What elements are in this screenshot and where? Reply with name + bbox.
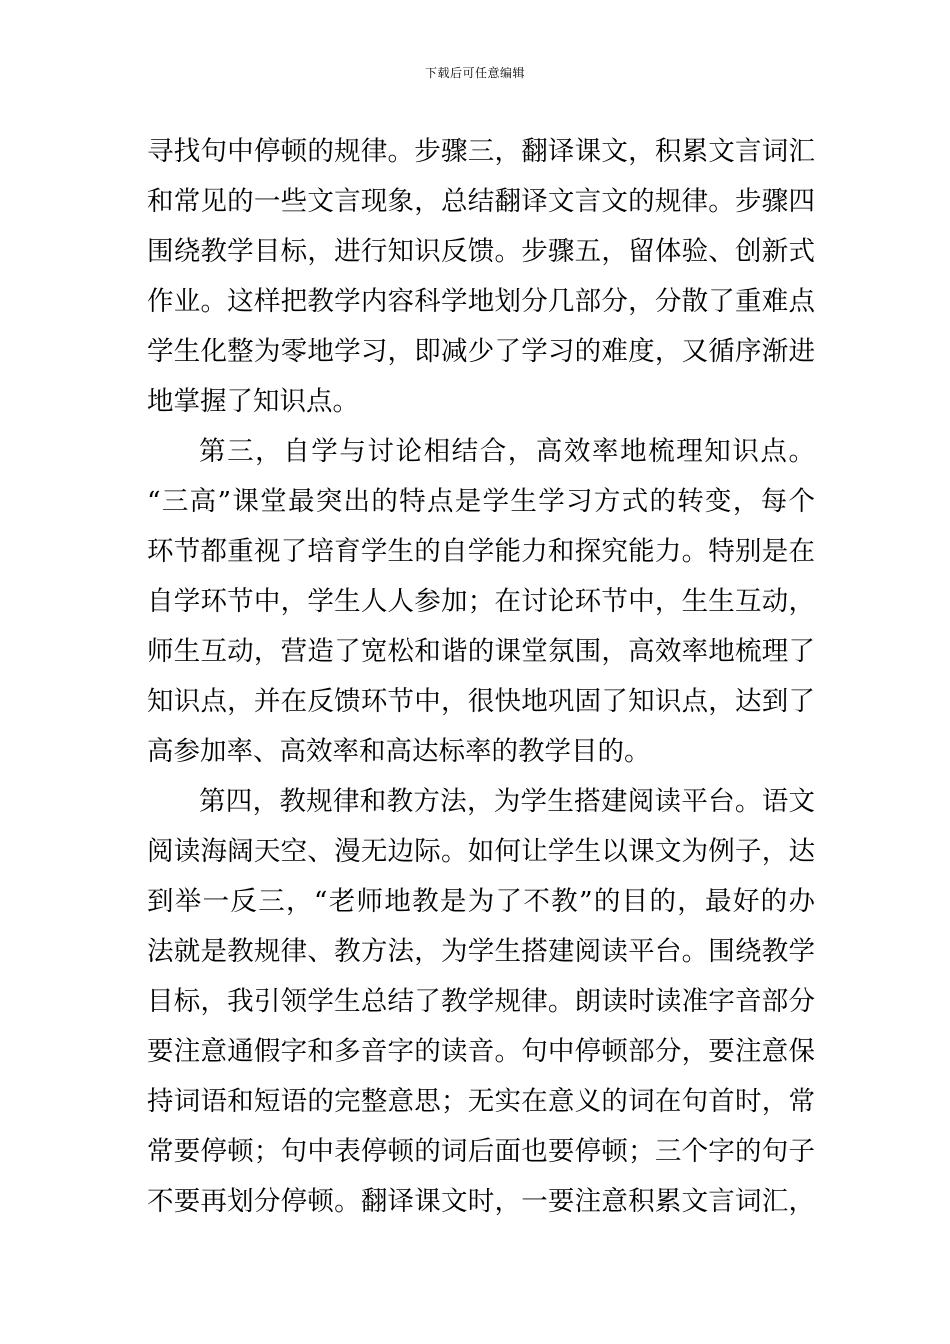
text-line: 常要停顿；句中表停顿的词后面也要停顿；三个字的句子 [147, 1136, 815, 1167]
text-line: 到举一反三，“老师地教是为了不教”的目的，最好的办 [147, 886, 815, 917]
text-line: 师生互动，营造了宽松和谐的课堂氛围，高效率地梳理了 [147, 636, 815, 667]
text-line: 学生化整为零地学习，即减少了学习的难度，又循序渐进 [147, 336, 815, 367]
page-header: 下载后可任意编辑 [424, 66, 525, 80]
text-line: 法就是教规律、教方法，为学生搭建阅读平台。围绕教学 [147, 936, 815, 967]
text-line: 作业。这样把教学内容科学地划分几部分，分散了重难点 [147, 286, 815, 317]
text-line: 环节都重视了培育学生的自学能力和探究能力。特别是在 [147, 536, 815, 567]
text-line: 目标，我引领学生总结了教学规律。朗读时读准字音部分 [147, 986, 815, 1017]
text-line: “三高”课堂最突出的特点是学生学习方式的转变，每个 [147, 486, 815, 517]
text-line: 高参加率、高效率和高达标率的教学目的。 [147, 736, 651, 767]
body-text [147, 127, 815, 1227]
text-line: 阅读海阔天空、漫无边际。如何让学生以课文为例子，达 [147, 836, 815, 867]
text-line: 持词语和短语的完整意思；无实在意义的词在句首时，常 [147, 1086, 815, 1117]
text-line: 寻找句中停顿的规律。步骤三，翻译课文，积累文言词汇 [147, 136, 815, 167]
text-line: 地掌握了知识点。 [147, 386, 359, 417]
text-line: 不要再划分停顿。翻译课文时，一要注意积累文言词汇， [147, 1186, 815, 1217]
paragraph-first-line: 第四，教规律和教方法，为学生搭建阅读平台。语文 [199, 786, 815, 817]
text-line: 要注意通假字和多音字的读音。句中停顿部分，要注意保 [147, 1036, 815, 1067]
text-line: 自学环节中，学生人人参加；在讨论环节中，生生互动， [147, 586, 815, 617]
text-line: 围绕教学目标，进行知识反馈。步骤五，留体验、创新式 [147, 236, 815, 267]
text-line: 知识点，并在反馈环节中，很快地巩固了知识点，达到了 [147, 686, 815, 717]
paragraph-first-line: 第三，自学与讨论相结合，高效率地梳理知识点。 [199, 436, 815, 467]
text-line: 和常见的一些文言现象，总结翻译文言文的规律。步骤四 [147, 186, 815, 217]
